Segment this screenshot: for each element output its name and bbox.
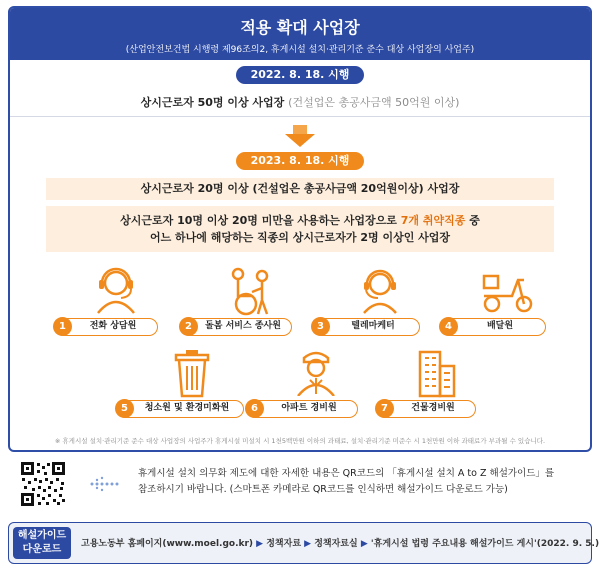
occupation-2-label: 돌봄 서비스 종사원 xyxy=(205,321,281,331)
path-homepage[interactable]: 고용노동부 홈페이지(www.moel.go.kr) xyxy=(81,539,254,549)
phase2-line1: 상시근로자 20명 이상 (건설업은 총공사금액 20억원이상) 사업장 xyxy=(46,178,554,200)
occupation-4 xyxy=(440,318,546,336)
occupation-4-label: 배달원 xyxy=(486,321,514,331)
path-policy-room[interactable]: 정책자료실 xyxy=(314,539,358,549)
headset-agent-icon xyxy=(88,264,144,314)
header-banner xyxy=(10,8,590,60)
phase2-line2-post: 중 xyxy=(469,214,480,227)
phase1-text xyxy=(10,94,590,110)
page-subtitle: (산업안전보건법 시행령 제96조의2, 휴게시설 설치·관리기준 준수 대상 사업장의 사업주) xyxy=(125,45,475,55)
download-guide-badge[interactable] xyxy=(13,527,71,559)
dotted-arrow-icon xyxy=(88,476,122,492)
download-guide-bar xyxy=(8,522,600,564)
phase2-detail xyxy=(46,206,554,252)
phase1-date-pill: 2022. 8. 18. 시행 xyxy=(236,66,364,84)
phase2-line3: 어느 하나에 해당하는 직종의 상시근로자가 2명 이상인 사업장 xyxy=(149,231,451,244)
path-policy[interactable]: 정책자료 xyxy=(266,539,302,549)
badge-line2: 다운로드 xyxy=(22,544,62,555)
arrow-icon: ▶ xyxy=(256,539,264,549)
occupation-5-label: 청소원 및 환경미화원 xyxy=(144,403,230,413)
occupation-6-label: 아파트 경비원 xyxy=(281,403,337,413)
telemarketer-icon xyxy=(352,264,408,314)
arrow-icon: ▶ xyxy=(304,539,312,549)
phase2-line2-pre: 상시근로자 10명 이상 20명 미만을 사용하는 사업장으로 xyxy=(120,214,397,227)
download-path xyxy=(81,536,599,549)
occupation-3-label: 텔레마케터 xyxy=(351,321,395,331)
badge-line1: 해설가이드 xyxy=(17,530,67,541)
occupation-1 xyxy=(54,318,158,336)
phase2-date-pill: 2023. 8. 18. 시행 xyxy=(236,152,364,170)
occupation-5-number: 5 xyxy=(115,399,134,418)
arrow-icon: ▶ xyxy=(360,539,368,549)
phase1-main: 상시근로자 50명 이상 사업장 xyxy=(140,96,285,109)
page-title: 적용 확대 사업장 xyxy=(240,18,360,37)
path-guide-post[interactable]: '휴게시설 법령 주요내용 해설가이드 게시'(2022. 9. 5.) xyxy=(370,539,600,549)
qr-info-line1: 휴게시설 설치 의무화 제도에 대한 자세한 내용은 QR코드의 「휴게시설 설치 A to Z 해설가이드」를 xyxy=(138,468,555,479)
wheelchair-care-icon xyxy=(222,266,278,316)
occupation-3-number: 3 xyxy=(311,317,330,336)
occupation-1-label: 전화 상담원 xyxy=(89,321,137,331)
qr-code-icon[interactable] xyxy=(20,461,66,507)
trash-bin-icon xyxy=(164,348,220,398)
down-arrow-icon xyxy=(283,125,317,147)
occupation-5 xyxy=(116,400,244,418)
footnote: ※ 휴게시설 설치·관리기준 준수 대상 사업장의 사업주가 휴게시설 미설치 시 1천5백만원 이하의 과태료, 설치·관리기준 미준수 시 1천만원 이하 과태료가 부과될 수 있습니다. xyxy=(54,437,546,445)
security-guard-icon xyxy=(288,346,344,396)
building-icon xyxy=(410,348,466,398)
occupation-6 xyxy=(246,400,358,418)
main-panel xyxy=(8,6,592,452)
occupation-2-number: 2 xyxy=(179,317,198,336)
occupation-7-label: 건물경비원 xyxy=(411,403,455,413)
occupation-3 xyxy=(312,318,420,336)
qr-info-line2: 참조하시기 바랍니다. (스마트폰 카메라로 QR코드를 인식하면 해설가이드 다운로드 가능) xyxy=(138,484,508,495)
qr-info-text xyxy=(138,466,578,498)
occupation-1-number: 1 xyxy=(53,317,72,336)
occupation-2 xyxy=(180,318,292,336)
occupation-7-number: 7 xyxy=(375,399,394,418)
divider xyxy=(10,116,590,117)
delivery-scooter-icon xyxy=(480,266,536,316)
occupation-4-number: 4 xyxy=(439,317,458,336)
phase2-highlight: 7개 취약직종 xyxy=(400,214,466,227)
phase1-note: (건설업은 총공사금액 50억원 이상) xyxy=(288,96,460,109)
occupation-6-number: 6 xyxy=(245,399,264,418)
occupation-7 xyxy=(376,400,476,418)
